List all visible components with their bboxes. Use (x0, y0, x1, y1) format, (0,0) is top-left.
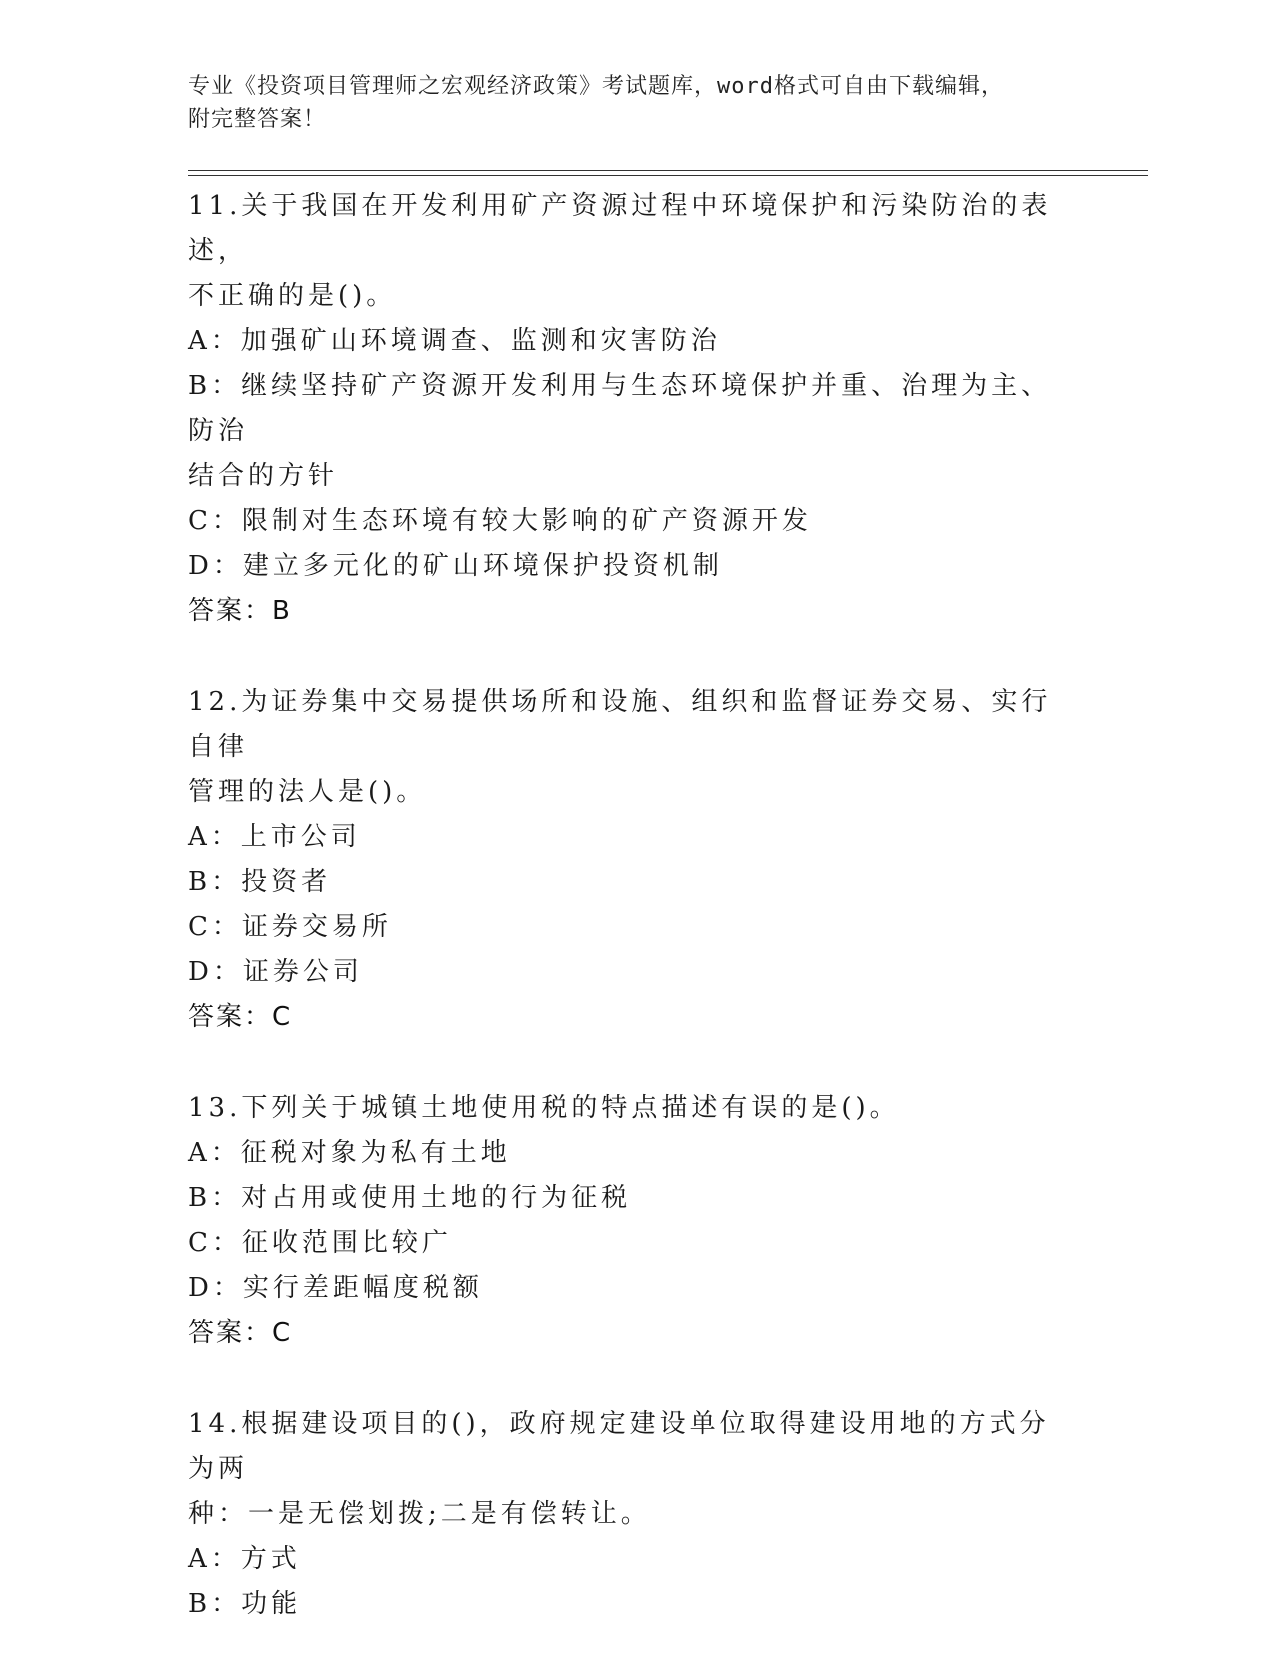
option-a: A：上市公司 (188, 822, 361, 852)
answer: 答案：B (188, 596, 292, 626)
option-a: A：加强矿山环境调查、监测和灾害防治 (188, 326, 721, 356)
option-a: A：方式 (188, 1544, 301, 1574)
question-14 (188, 1402, 1148, 1627)
question-stem: 管理的法人是()。 (188, 777, 427, 807)
option-a: A：征税对象为私有土地 (188, 1138, 511, 1168)
option-b: B：对占用或使用土地的行为征税 (188, 1183, 632, 1213)
question-stem: 12.为证券集中交易提供场所和设施、组织和监督证券交易、实行自律 (188, 687, 1052, 762)
option-d: D：实行差距幅度税额 (188, 1273, 483, 1303)
header-double-rule (188, 170, 1148, 176)
answer: 答案：C (188, 1002, 293, 1032)
header-line-2: 附完整答案！ (188, 107, 327, 132)
question-stem: 13.下列关于城镇土地使用税的特点描述有误的是()。 (188, 1093, 900, 1123)
question-stem: 14.根据建设项目的()，政府规定建设单位取得建设用地的方式分为两 (188, 1409, 1050, 1484)
option-d: D：证券公司 (188, 957, 363, 987)
option-b: B：投资者 (188, 867, 332, 897)
option-b: B：继续坚持矿产资源开发利用与生态环境保护并重、治理为主、防治 (188, 371, 1052, 446)
option-b: B：功能 (188, 1589, 302, 1619)
question-list (188, 184, 1148, 1627)
document-page (188, 70, 1148, 1673)
question-stem: 种：一是无偿划拨;二是有偿转让。 (188, 1499, 651, 1529)
option-c: C：限制对生态环境有较大影响的矿产资源开发 (188, 506, 812, 536)
question-stem: 11.关于我国在开发利用矿产资源过程中环境保护和污染防治的表述， (188, 191, 1052, 266)
question-stem: 不正确的是()。 (188, 281, 397, 311)
header-line-1: 专业《投资项目管理师之宏观经济政策》考试题库，word格式可自由下载编辑， (188, 74, 1004, 99)
answer: 答案：C (188, 1318, 293, 1348)
option-c: C：征收范围比较广 (188, 1228, 452, 1258)
option-b-continued: 结合的方针 (188, 461, 339, 491)
document-header (188, 70, 1148, 136)
question-13 (188, 1086, 1148, 1356)
question-12 (188, 680, 1148, 1040)
option-c: C：证券交易所 (188, 912, 392, 942)
question-11 (188, 184, 1148, 634)
option-d: D：建立多元化的矿山环境保护投资机制 (188, 551, 723, 581)
